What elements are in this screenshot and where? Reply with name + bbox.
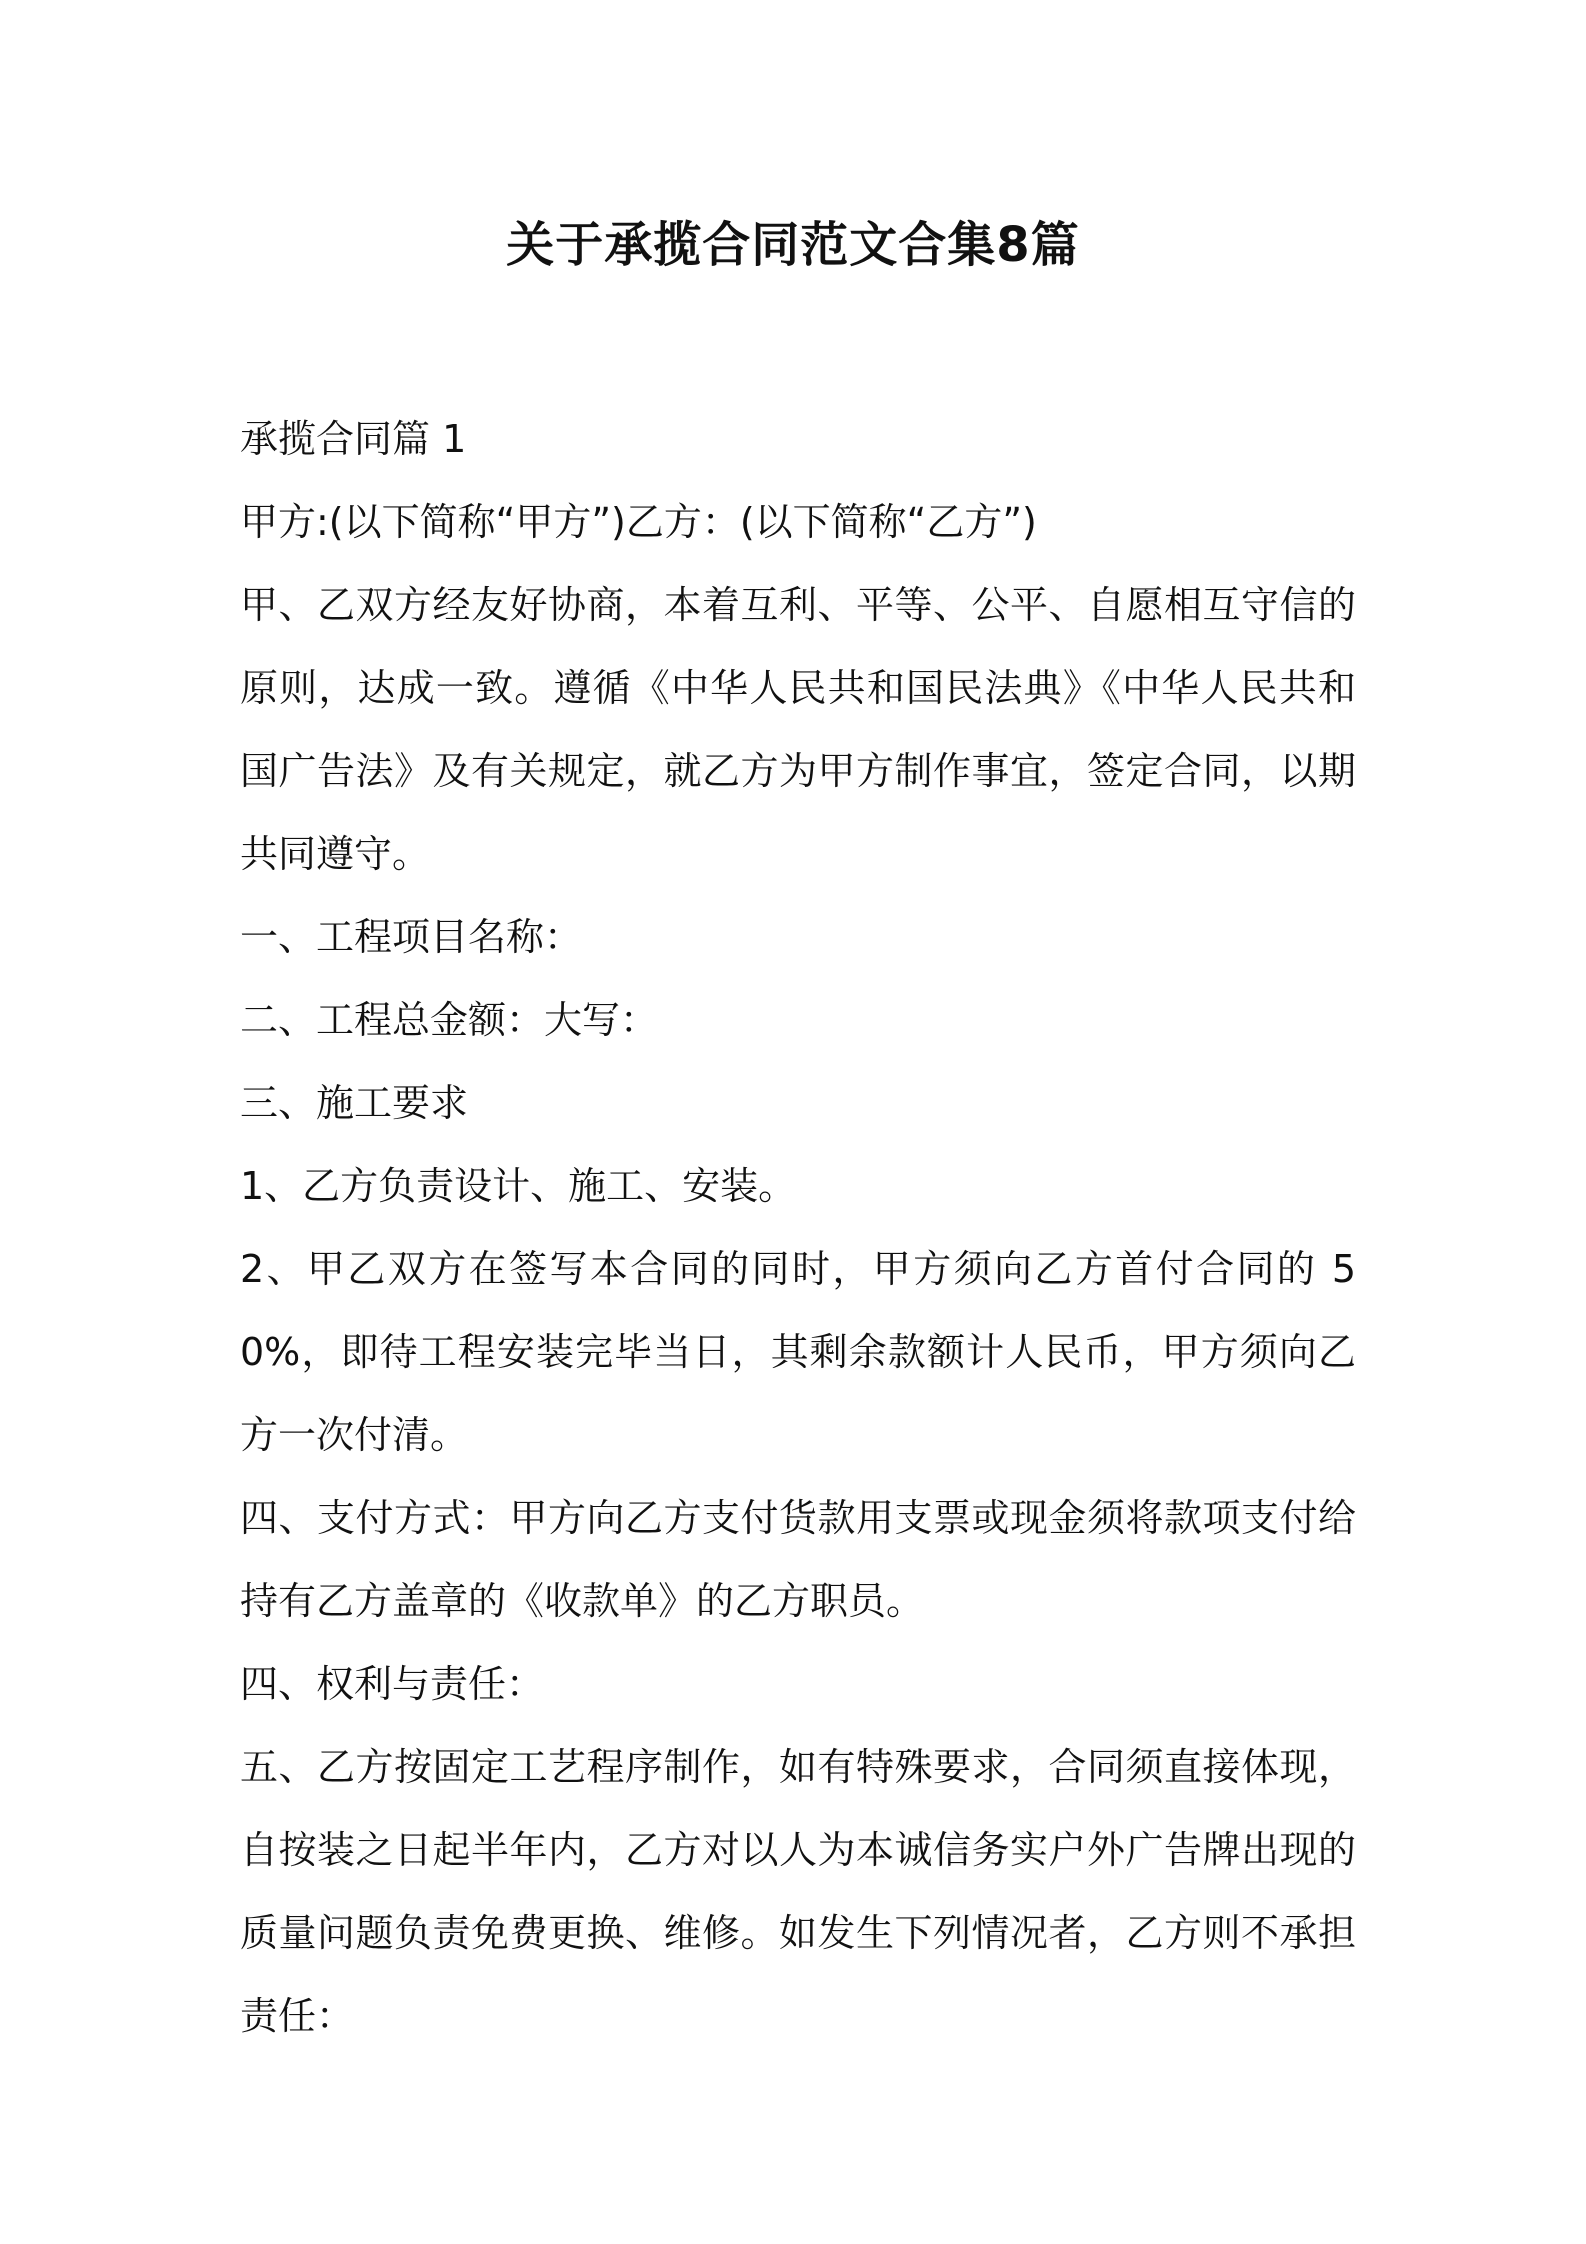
clause-project-name: 一、工程项目名称： — [240, 915, 583, 959]
document-body — [240, 398, 1356, 2058]
clause-payment-method: 四、支付方式：甲方向乙方支付货款用支票或现金须将款项支付给持有乙方盖章的《收款单》的乙方职员。 — [240, 1496, 1356, 1623]
clause-construction-requirements: 三、施工要求 — [240, 1081, 469, 1125]
parties-line: 甲方:(以下简称“甲方”)乙方：(以下简称“乙方”) — [240, 500, 1037, 544]
document-title: 关于承揽合同范文合集8篇 — [506, 217, 1080, 273]
section-heading: 承揽合同篇 1 — [240, 417, 467, 461]
clause-item-2: 2、甲乙双方在签写本合同的同时，甲方须向乙方首付合同的 50%，即待工程安装完毕当日，其剩余款额计人民币，甲方须向乙方一次付清。 — [240, 1247, 1356, 1457]
clause-rights-responsibilities: 四、权利与责任： — [240, 1662, 545, 1706]
clause-total-amount: 二、工程总金额：大写： — [240, 998, 659, 1042]
clause-five: 五、乙方按固定工艺程序制作，如有特殊要求，合同须直接体现，自按装之日起半年内，乙方对以人为本诚信务实户外广告牌出现的质量问题负责免费更换、维修。如发生下列情况者，乙方则不承担责任： — [240, 1745, 1356, 2038]
clause-item-1: 1、乙方负责设计、施工、安装。 — [240, 1164, 797, 1208]
preamble-paragraph: 甲、乙双方经友好协商，本着互利、平等、公平、自愿相互守信的原则，达成一致。遵循《中华人民共和国民法典》《中华人民共和国广告法》及有关规定，就乙方为甲方制作事宜，签定合同，以期共同遵守。 — [240, 583, 1356, 876]
